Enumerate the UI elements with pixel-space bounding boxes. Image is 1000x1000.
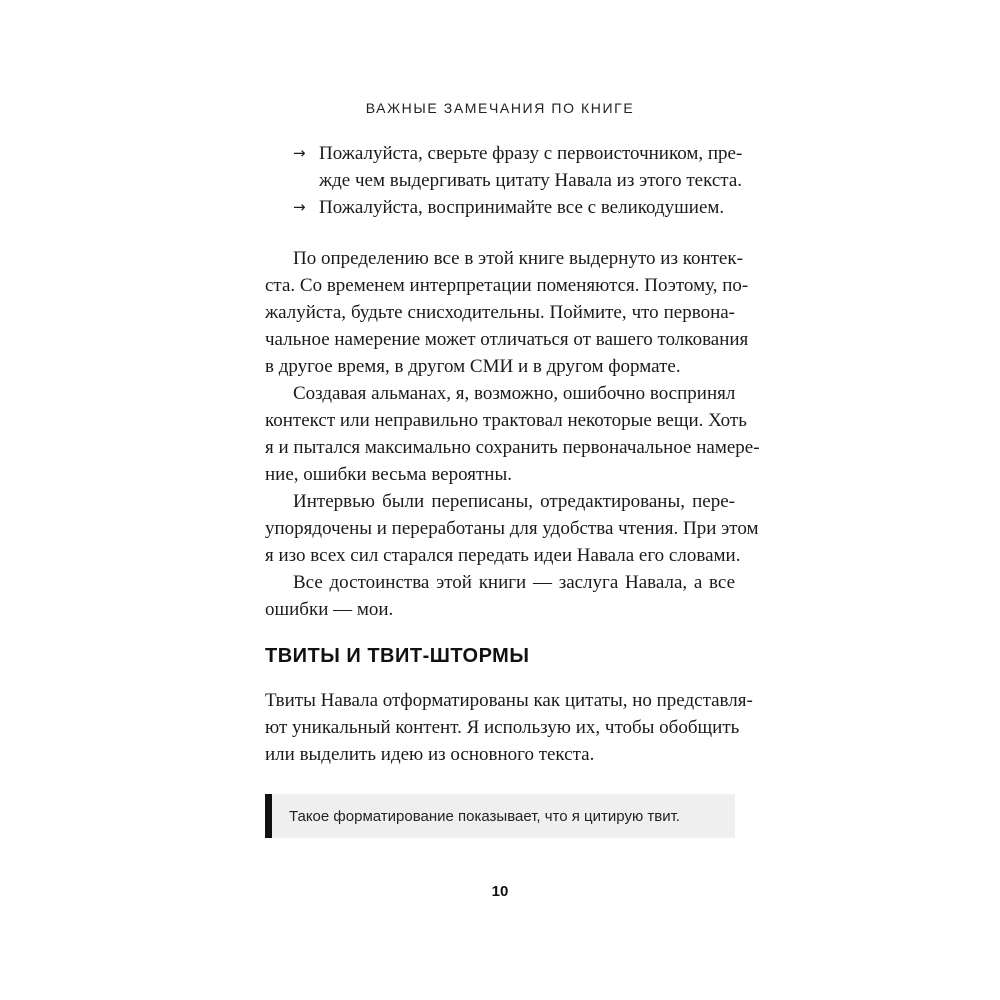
text-line: жде чем выдергивать цитату Навала из этого текста. [319, 170, 743, 191]
tweet-quote-box [265, 794, 735, 838]
text-line: контекст или неправильно трактовал некоторые вещи. Хоть [265, 410, 747, 431]
arrow-right-icon: → [293, 198, 306, 216]
paragraph [265, 380, 760, 488]
text-line: я изо всех сил старался передать идеи Навала его словами. [265, 545, 741, 566]
bullet-list [265, 140, 743, 221]
text-line: ют уникальный контент. Я использую их, чтобы обобщить [265, 717, 740, 738]
text-line: в другое время, в другом СМИ и в другом формате. [265, 356, 681, 377]
text-line: Создавая альманах, я, возможно, ошибочно воспринял [293, 383, 736, 404]
paragraph [265, 687, 753, 768]
page-number: 10 [491, 883, 509, 900]
bullet-text [319, 140, 742, 194]
bullet-item [265, 194, 735, 221]
text-line: я и пытался максимально сохранить первоначальное намере- [265, 437, 760, 458]
tweet-quote-bar [265, 794, 272, 838]
text-line: Пожалуйста, сверьте фразу с первоисточником, пре- [319, 143, 743, 164]
section-heading: ТВИТЫ И ТВИТ-ШТОРМЫ [265, 645, 530, 667]
paragraph [265, 569, 735, 623]
paragraph [265, 245, 749, 380]
text-line: упорядочены и переработаны для удобства чтения. При этом [265, 518, 759, 539]
text-line: Все достоинства этой книги — заслуга Навала, а все [293, 572, 735, 593]
text-line: чальное намерение может отличаться от вашего толкования [265, 329, 749, 350]
text-line: ста. Со временем интерпретации поменяются. Поэтому, по- [265, 275, 749, 296]
paragraph [265, 488, 759, 569]
bullet-item [265, 140, 743, 194]
bullet-text [319, 194, 735, 221]
text-line: Твиты Навала отформатированы как цитаты, но представля- [265, 690, 753, 711]
text-line: Интервью были переписаны, отредактированы, пере- [293, 491, 735, 512]
text-line: По определению все в этой книге выдернуто из контек- [293, 248, 743, 269]
text-line: или выделить идею из основного текста. [265, 744, 595, 765]
running-head: ВАЖНЫЕ ЗАМЕЧАНИЯ ПО КНИГЕ [365, 100, 635, 116]
text-line: ошибки — мои. [265, 599, 394, 620]
arrow-right-icon: → [293, 144, 306, 162]
text-line: Пожалуйста, воспринимайте все с великодушием. [319, 197, 725, 218]
text-line: жалуйста, будьте снисходительны. Поймите, что первона- [265, 302, 735, 323]
text-line: ние, ошибки весьма вероятны. [265, 464, 512, 485]
tweet-quote-text: Такое форматирование показывает, что я цитирую твит. [289, 807, 680, 825]
